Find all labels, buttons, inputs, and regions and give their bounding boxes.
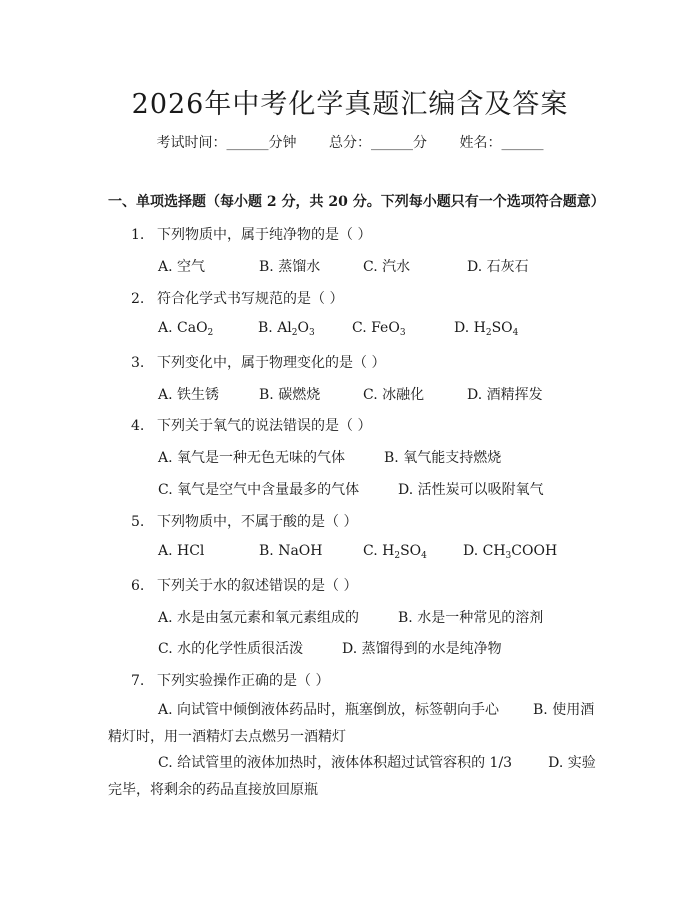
question-6-options-row2 xyxy=(158,638,502,658)
question-number: 5. xyxy=(131,514,145,530)
option-b: B. $Al_2O_3$ xyxy=(258,320,315,338)
option-c: C. $H_2SO_4$ xyxy=(363,543,427,561)
question-2-options xyxy=(158,320,518,336)
section-heading: 一、单项选择题（每小题 2 分，共 20 分。下列每小题只有一个选项符合题意） xyxy=(108,194,605,210)
question-number: 4. xyxy=(131,418,145,434)
question-1-options xyxy=(158,256,529,276)
question-3 xyxy=(131,352,385,372)
question-text: 下列关于水的叙述错误的是（ ） xyxy=(157,578,358,594)
question-text: 符合化学式书写规范的是（ ） xyxy=(157,291,344,307)
option-c: C. 冰融化 xyxy=(363,387,425,403)
question-number: 2. xyxy=(131,291,145,307)
option-a: A. 氧气是一种无色无味的气体 xyxy=(158,450,346,466)
question-1 xyxy=(131,224,371,244)
question-4 xyxy=(131,415,371,435)
exam-time-field: 考试时间：______分钟 xyxy=(156,135,297,151)
question-6-options-row1 xyxy=(158,607,543,627)
option-a: A. HCl xyxy=(158,543,205,559)
exam-score-field: 总分：______分 xyxy=(329,135,427,151)
page-title: 2026年中考化学真题汇编含及答案 xyxy=(131,89,569,120)
question-number: 6. xyxy=(131,578,145,594)
question-text: 下列物质中，属于纯净物的是（ ） xyxy=(157,227,372,243)
option-d: D. 活性炭可以吸附氧气 xyxy=(398,482,544,498)
option-b: B. 氧气能支持燃烧 xyxy=(384,450,502,466)
question-7 xyxy=(131,670,329,690)
question-text: 下列物质中，不属于酸的是（ ） xyxy=(157,514,358,530)
question-3-options xyxy=(158,384,543,404)
question-2 xyxy=(131,288,343,308)
question-number: 1. xyxy=(131,227,145,243)
option-d: D. 石灰石 xyxy=(467,259,529,275)
question-number: 3. xyxy=(131,355,145,371)
option-a: A. 向试管中倾倒液体药品时，瓶塞倒放，标签朝向手心 xyxy=(158,702,500,718)
question-4-options-row1 xyxy=(158,447,501,467)
option-b: B. 水是一种常见的溶剂 xyxy=(398,610,544,626)
question-text: 下列实验操作正确的是（ ） xyxy=(157,673,330,689)
option-c: C. FeO$_3$ xyxy=(352,320,406,338)
option-a: A. CaO$_2$ xyxy=(158,320,214,338)
option-d: D. $H_2SO_4$ xyxy=(454,320,519,338)
question-5 xyxy=(131,511,357,531)
question-text: 下列变化中，属于物理变化的是（ ） xyxy=(157,355,386,371)
option-b: B. 使用酒精灯时，用一酒精灯去点燃另一酒精灯 xyxy=(108,702,595,745)
question-7-options-block2 xyxy=(108,750,598,804)
option-a: A. 空气 xyxy=(158,259,206,275)
question-number: 7. xyxy=(131,673,145,689)
option-b: B. 碳燃烧 xyxy=(259,387,321,403)
option-d: D. 蒸馏得到的水是纯净物 xyxy=(342,641,502,657)
student-name-field: 姓名：______ xyxy=(459,135,544,151)
question-5-options xyxy=(158,543,557,559)
option-d: D. 实验完毕，将剩余的药品直接放回原瓶 xyxy=(108,755,596,798)
question-7-options-block1 xyxy=(108,697,598,751)
question-6 xyxy=(131,575,357,595)
question-4-options-row2 xyxy=(158,479,544,499)
option-c: C. 给试管里的液体加热时，液体体积超过试管容积的 1/3 xyxy=(158,755,513,771)
option-d: D. $CH_3COOH$ xyxy=(463,543,558,561)
option-b: B. 蒸馏水 xyxy=(259,259,321,275)
option-a: A. 铁生锈 xyxy=(158,387,220,403)
option-c: C. 汽水 xyxy=(363,259,411,275)
question-text: 下列关于氧气的说法错误的是（ ） xyxy=(157,418,372,434)
option-c: C. 水的化学性质很活泼 xyxy=(158,641,304,657)
option-d: D. 酒精挥发 xyxy=(467,387,543,403)
option-c: C. 氧气是空气中含量最多的气体 xyxy=(158,482,360,498)
option-b: B. NaOH xyxy=(259,543,323,559)
exam-info-line xyxy=(0,132,700,152)
option-a: A. 水是由氢元素和氧元素组成的 xyxy=(158,610,360,626)
